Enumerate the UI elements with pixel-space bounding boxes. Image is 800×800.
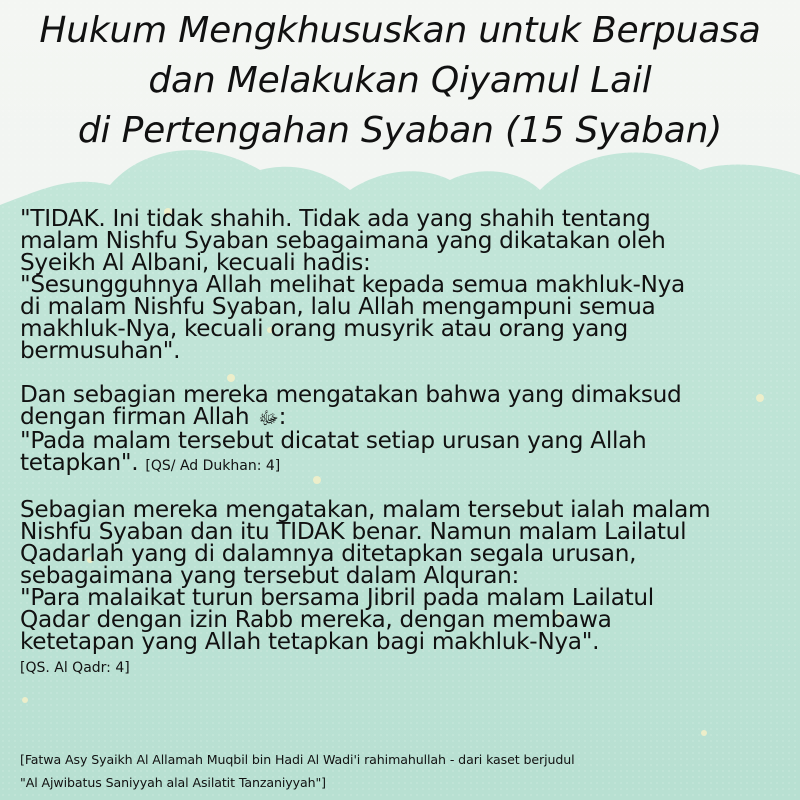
body-line: Qadarlah yang di dalamnya ditetapkan segala urusan, [20, 540, 637, 567]
body-line: "Para malaikat turun bersama Jibril pada malam Lailatul [20, 584, 654, 611]
body-line: "Pada malam tersebut dicatat setiap urusan yang Allah [20, 427, 647, 454]
body-line: "Sesungguhnya Allah melihat kepada semua makhluk-Nya [20, 271, 685, 298]
quran-reference: [QS. Al Qadr: 4] [20, 660, 130, 676]
quran-reference: [QS/ Ad Dukhan: 4] [145, 458, 281, 474]
body-line: ketetapan yang Allah tetapkan bagi makhluk-Nya". [20, 628, 600, 655]
body-line: Syeikh Al Albani, kecuali hadis: [20, 249, 371, 276]
body-line: Sebagian mereka mengatakan, malam tersebut ialah malam [20, 496, 711, 523]
title-line-3: di Pertengahan Syaban (15 Syaban) [77, 110, 723, 151]
title-line-1: Hukum Mengkhususkan untuk Berpuasa [39, 10, 761, 51]
body-text: tetapkan". [20, 449, 139, 476]
body-line: makhluk-Nya, kecuali orang musyrik atau orang yang [20, 315, 628, 342]
source-line-1: [Fatwa Asy Syaikh Al Allamah Muqbil bin Hadi Al Wadi'i rahimahullah - dari kaset berjudul [20, 752, 575, 767]
source-line-2: "Al Ajwibatus Saniyyah alal Asilatit Tanzaniyyah"] [20, 775, 326, 790]
body-line: bermusuhan". [20, 337, 181, 364]
body-text: : [278, 403, 287, 430]
body-line: Dan sebagian mereka mengatakan bahwa yang dimaksud [20, 381, 682, 408]
title-line-2: dan Melakukan Qiyamul Lail [148, 60, 652, 101]
body-line: "TIDAK. Ini tidak shahih. Tidak ada yang shahih tentang [20, 205, 651, 232]
body-line [20, 449, 795, 477]
body-line: di malam Nishfu Syaban, lalu Allah mengampuni semua [20, 293, 656, 320]
body-text: dengan firman Allah [20, 403, 250, 430]
page-title [0, 6, 800, 156]
article-body [20, 205, 795, 679]
allah-seal-glyph: ﷻ [258, 408, 279, 429]
body-line: malam Nishfu Syaban sebagaimana yang dikatakan oleh [20, 227, 666, 254]
body-line: Qadar dengan izin Rabb mereka, dengan membawa [20, 606, 612, 633]
source-citation [20, 748, 795, 794]
body-line: sebagaimana yang tersebut dalam Alquran: [20, 562, 520, 589]
body-line: Nishfu Syaban dan itu TIDAK benar. Namun malam Lailatul [20, 518, 687, 545]
